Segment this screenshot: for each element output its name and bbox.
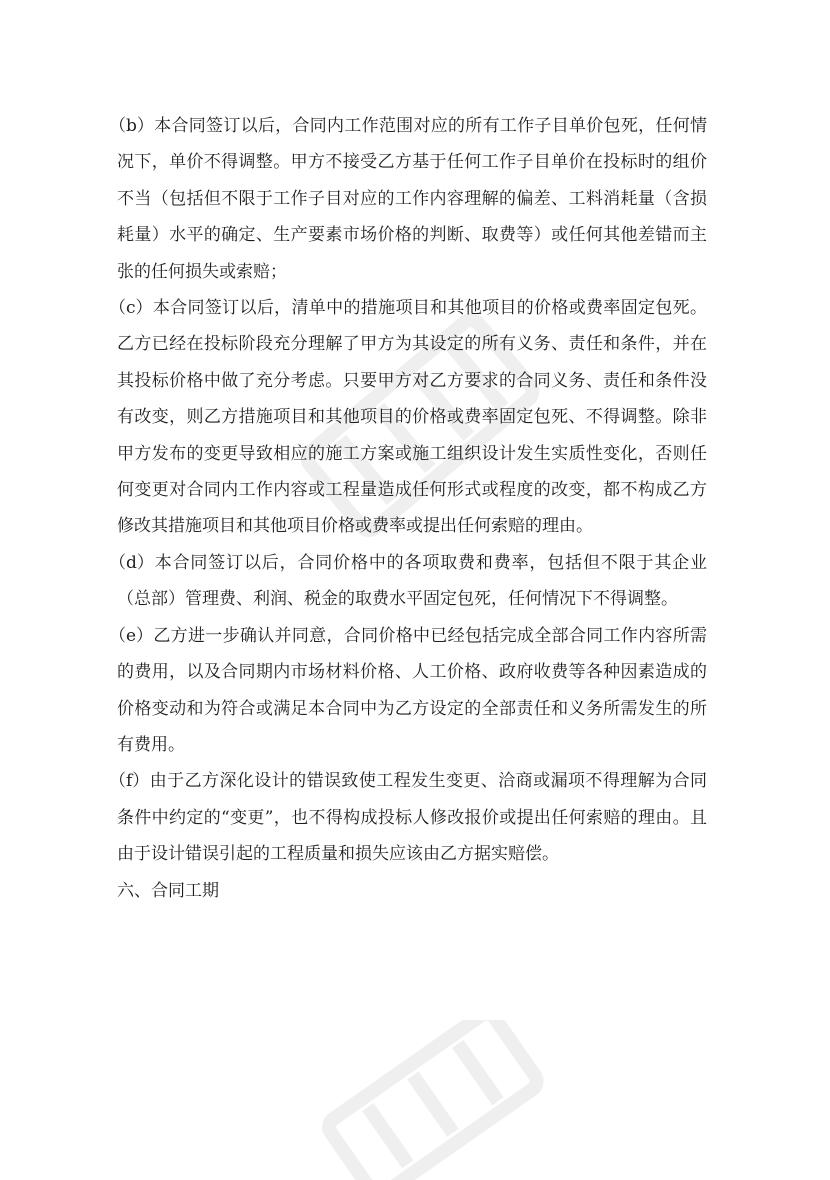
clause-c (109, 290, 707, 545)
clause-label: （d） (109, 552, 154, 573)
clause-text: 乙方进一步确认并同意，合同价格中已经包括完成全部合同工作内容所需的费用，以及合同期内市场材料价格、人工价格、政府收费等各种因素造成的价格变动和为符合或满足本合同中为乙方设定的全部责任和义务所需发生的所有费用。 (117, 625, 707, 755)
clause-e (109, 618, 707, 764)
clause-label: （c） (109, 298, 153, 319)
contract-text (109, 108, 707, 909)
clause-label: （e） (109, 625, 154, 646)
clause-d (109, 545, 707, 618)
clause-text: 本合同签订以后，合同内工作范围对应的所有工作子目单价包死，任何情况下，单价不得调整。甲方不接受乙方基于任何工作子目单价在投标时的组价不当（包括但不限于工作子目对应的工作内容理解的偏差、工料消耗量（含损耗量）水平的确定、生产要素市场价格的判断、取费等）或任何其他差错而主张的任何损失或索赔； (117, 116, 707, 282)
clause-label: （f） (109, 771, 150, 792)
clause-text: 由于乙方深化设计的错误致使工程发生变更、洽商或漏项不得理解为合同条件中约定的“变更”，也不得构成投标人修改报价或提出任何索赔的理由。且由于设计错误引起的工程质量和损失应该由乙方据实赔偿。 (117, 771, 707, 865)
clause-text: 本合同签订以后，合同价格中的各项取费和费率，包括但不限于其企业（总部）管理费、利润、税金的取费水平固定包死，任何情况下不得调整。 (117, 552, 707, 610)
section-heading: 六、合同工期 (117, 880, 219, 901)
clause-b (109, 108, 707, 290)
clause-text: 本合同签订以后，清单中的措施项目和其他项目的价格或费率固定包死。乙方已经在投标阶段充分理解了甲方为其设定的所有义务、责任和条件，并在其投标价格中做了充分考虑。只要甲方对乙方要求的合同义务、责任和条件没有改变，则乙方措施项目和其他项目的价格或费率固定包死、不得调整。除非甲方发布的变更导致相应的施工方案或施工组织设计发生实质性变化，否则任何变更对合同内工作内容或工程量造成任何形式或程度的改变，都不构成乙方修改其措施项目和其他项目价格或费率或提出任何索赔的理由。 (117, 298, 707, 537)
watermark-logo (300, 1020, 560, 1180)
clause-label: （b） (109, 116, 154, 136)
clause-f (109, 763, 707, 872)
